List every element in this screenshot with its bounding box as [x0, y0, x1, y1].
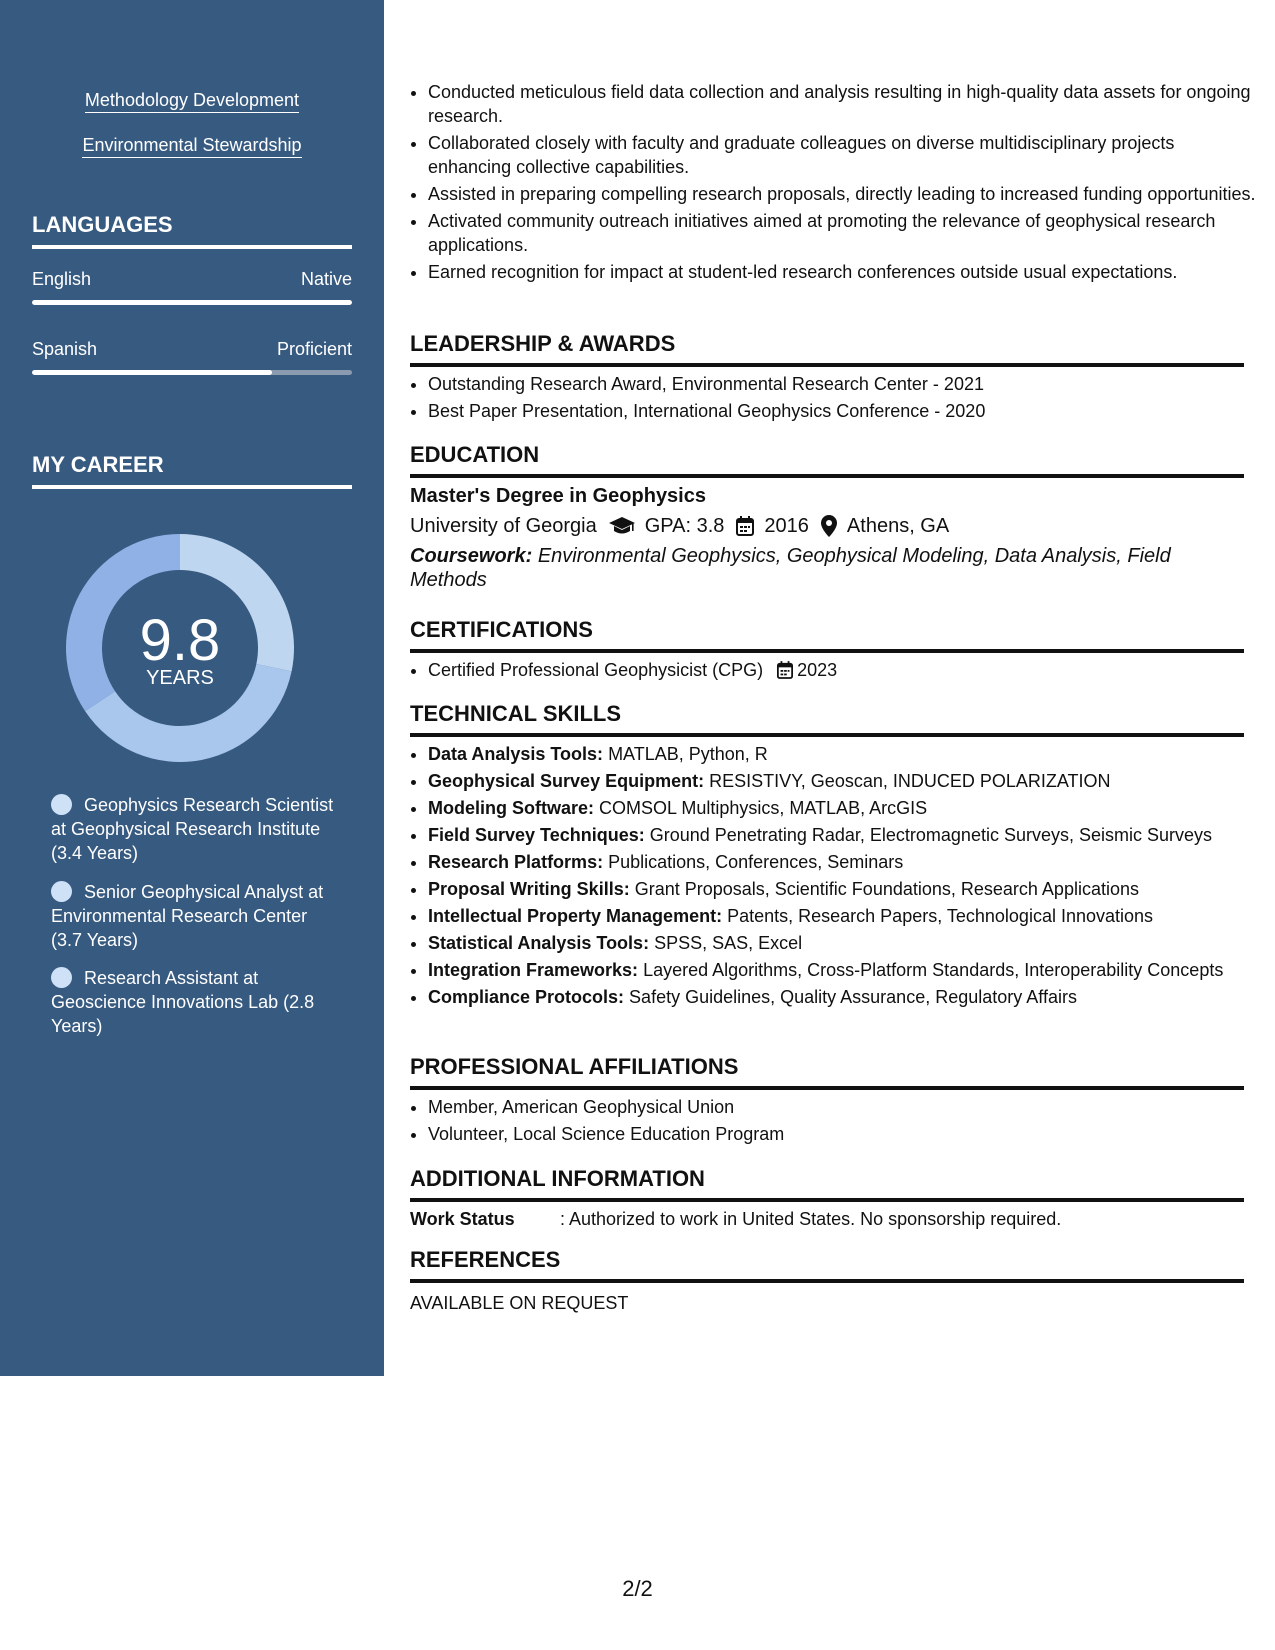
skill-item [428, 823, 1262, 847]
skill-item [428, 877, 1262, 901]
skill-label: Data Analysis Tools: [428, 744, 604, 764]
certification-item [428, 658, 1262, 682]
language-bar-spanish [32, 370, 352, 375]
skill-value: Ground Penetrating Radar, Electromagnetic Surveys, Seismic Surveys [649, 825, 1213, 845]
skill-item [428, 742, 1262, 766]
skills-list [410, 742, 1262, 1012]
language-level: Proficient [276, 339, 352, 359]
experience-bullet: • Collaborated closely with faculty and graduate colleagues on diverse multidisciplinary projects enhancing collective capabilities. [428, 131, 1262, 179]
certifications-list [410, 658, 1262, 685]
additional-info-heading: ADDITIONAL INFORMATION [410, 1165, 1244, 1202]
experience-bullet: • Earned recognition for impact at student-led research conferences outside usual expectations. [428, 260, 1262, 284]
skill-value: MATLAB, Python, R [608, 744, 768, 764]
skill-label: Research Platforms: [428, 852, 604, 872]
skill-label: Geophysical Survey Equipment: [428, 771, 705, 791]
certification-year: 2023 [797, 660, 838, 680]
skill-label: Field Survey Techniques: [428, 825, 645, 845]
skill-label: Intellectual Property Management: [428, 906, 723, 926]
skill-item [428, 850, 1262, 874]
work-status-value: : Authorized to work in United States. No sponsorship required. [560, 1209, 1062, 1229]
language-row-spanish [32, 337, 352, 361]
language-row-english [32, 267, 352, 291]
affiliations-heading: PROFESSIONAL AFFILIATIONS [410, 1053, 1244, 1090]
career-item [51, 793, 341, 865]
school-name: University of Georgia [410, 515, 597, 537]
graduation-cap-icon [609, 516, 635, 536]
language-bar-english [32, 300, 352, 305]
skill-item [428, 796, 1262, 820]
skill-value: RESISTIVY, Geoscan, INDUCED POLARIZATION [709, 771, 1111, 791]
language-name: English [32, 269, 92, 289]
affiliation-item: • Member, American Geophysical Union [428, 1095, 1262, 1119]
career-donut-chart [64, 532, 296, 764]
page-number: 2/2 [622, 1576, 653, 1601]
career-heading: MY CAREER [32, 451, 352, 489]
career-legend-dot [51, 794, 72, 815]
award-item: • Best Paper Presentation, International Geophysics Conference - 2020 [428, 399, 1262, 423]
skill-value: Publications, Conferences, Seminars [608, 852, 904, 872]
skill-label: Integration Frameworks: [428, 960, 639, 980]
sidebar [0, 0, 384, 1376]
location-pin-icon [821, 515, 837, 537]
references-text: AVAILABLE ON REQUEST [410, 1293, 629, 1313]
experience-bullet: • Assisted in preparing compelling research proposals, directly leading to increased funding opportunities. [428, 182, 1262, 206]
certifications-heading: CERTIFICATIONS [410, 616, 1244, 653]
skills-heading: TECHNICAL SKILLS [410, 700, 1244, 737]
skill-value: Patents, Research Papers, Technological Innovations [727, 906, 1154, 926]
references-heading: REFERENCES [410, 1246, 1244, 1283]
career-legend-dot [51, 967, 72, 988]
skill-item [428, 931, 1262, 955]
career-item-text: Senior Geophysical Analyst at Environmental Research Center (3.7 Years) [51, 882, 324, 950]
language-name: Spanish [32, 339, 98, 359]
affiliation-item: • Volunteer, Local Science Education Program [428, 1122, 1262, 1146]
leadership-heading: LEADERSHIP & AWARDS [410, 330, 1244, 367]
experience-list [410, 80, 1262, 287]
skill-item [428, 958, 1262, 982]
certification-name: • Certified Professional Geophysicist (CPG) [428, 660, 764, 680]
career-total-unit: YEARS [146, 667, 214, 689]
skill-label: Modeling Software: [428, 798, 594, 818]
skill-value: SPSS, SAS, Excel [654, 933, 803, 953]
skill-value: Safety Guidelines, Quality Assurance, Regulatory Affairs [629, 987, 1077, 1007]
gpa: GPA: 3.8 [644, 515, 725, 537]
experience-bullet: • Activated community outreach initiatives aimed at promoting the relevance of geophysical research applications. [428, 209, 1262, 257]
career-item-text: Research Assistant at Geoscience Innovations Lab (2.8 Years) [51, 968, 315, 1036]
work-status-label: Work Status [410, 1209, 515, 1229]
work-status-row [410, 1207, 1244, 1231]
skill-value: Layered Algorithms, Cross-Platform Standards, Interoperability Concepts [643, 960, 1224, 980]
skill-item [428, 985, 1262, 1009]
leadership-list [410, 372, 1262, 426]
calendar-icon [777, 661, 793, 679]
coursework-text: Environmental Geophysics, Geophysical Modeling, Data Analysis, Field Methods [410, 545, 1171, 591]
skill-item [428, 769, 1262, 793]
coursework-label: Coursework: [410, 545, 533, 567]
language-level: Native [300, 269, 352, 289]
skill-link-label: Methodology Development [85, 90, 299, 113]
education-entry [410, 483, 1244, 592]
skill-value: Grant Proposals, Scientific Foundations, Research Applications [634, 879, 1139, 899]
skill-item [428, 904, 1262, 928]
education-heading: EDUCATION [410, 441, 1244, 478]
skill-link-methodology [0, 88, 384, 112]
experience-bullet: • Conducted meticulous field data collection and analysis resulting in high-quality data assets for ongoing research. [428, 80, 1262, 128]
languages-heading: LANGUAGES [32, 211, 352, 249]
calendar-icon [736, 516, 754, 536]
award-item: • Outstanding Research Award, Environmental Research Center - 2021 [428, 372, 1262, 396]
language-bar-fill [32, 370, 272, 375]
skill-label: Statistical Analysis Tools: [428, 933, 650, 953]
degree-title: Master's Degree in Geophysics [410, 485, 706, 507]
affiliations-list [410, 1095, 1262, 1149]
career-item [51, 880, 341, 952]
skill-link-label: Environmental Stewardship [82, 135, 301, 158]
career-item [51, 966, 341, 1038]
skill-link-stewardship [0, 133, 384, 157]
language-bar-fill [32, 300, 352, 305]
skill-value: COMSOL Multiphysics, MATLAB, ArcGIS [599, 798, 928, 818]
career-item-text: Geophysics Research Scientist at Geophysical Research Institute (3.4 Years) [51, 795, 334, 863]
skill-label: Compliance Protocols: [428, 987, 625, 1007]
school-location: Athens, GA [846, 515, 950, 537]
education-meta [410, 512, 1244, 540]
skill-label: Proposal Writing Skills: [428, 879, 630, 899]
graduation-year: 2016 [764, 515, 809, 537]
career-legend-dot [51, 881, 72, 902]
career-total-value: 9.8 [139, 608, 221, 673]
coursework [410, 544, 1244, 592]
